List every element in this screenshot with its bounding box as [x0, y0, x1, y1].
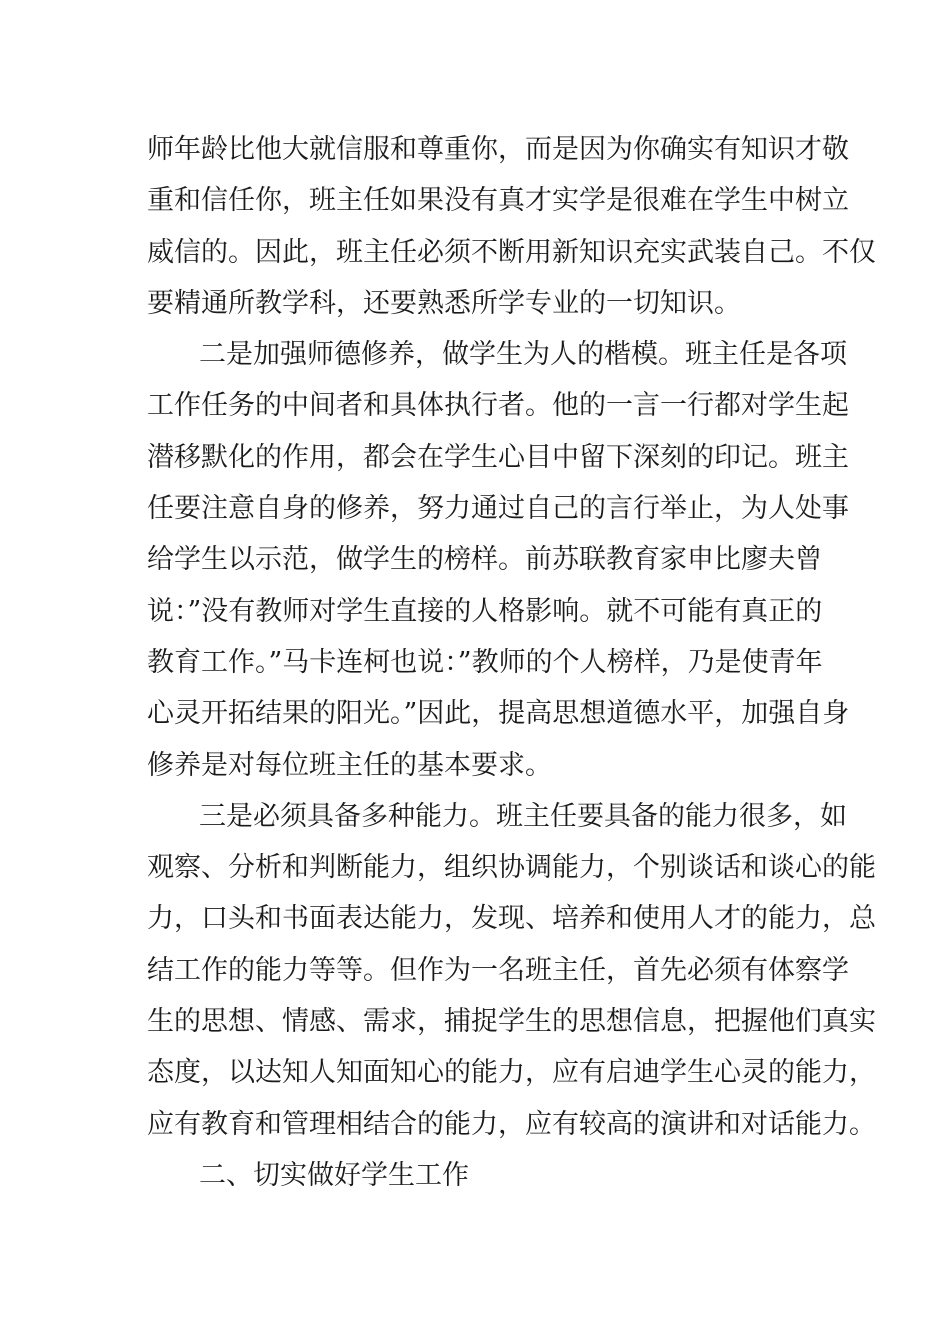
- document-body: [147, 124, 876, 1201]
- text-line: 态度，以达知人知面知心的能力，应有启迪学生心灵的能力，: [147, 1057, 876, 1089]
- paragraph-first-line: 二、切实做好学生工作: [199, 1159, 469, 1191]
- text-line: 任要注意自身的修养，努力通过自己的言行举止，为人处事: [147, 493, 849, 525]
- paragraph-first-line: 三是必须具备多种能力。班主任要具备的能力很多，如: [199, 800, 847, 832]
- text-line: 心灵开拓结果的阳光。”因此，提高思想道德水平，加强自身: [147, 698, 850, 730]
- text-line: 师年龄比他大就信服和尊重你，而是因为你确实有知识才敬: [147, 134, 849, 165]
- text-line: 力，口头和书面表达能力，发现、培养和使用人才的能力，总: [147, 903, 876, 935]
- text-line: 给学生以示范，做学生的榜样。前苏联教育家申比廖夫曾: [147, 544, 822, 576]
- text-line: 重和信任你，班主任如果没有真才实学是很难在学生中树立: [147, 185, 849, 217]
- text-line: 说：”没有教师对学生直接的人格影响。就不可能有真正的: [147, 595, 823, 627]
- text-line: 生的思想、情感、需求，捕捉学生的思想信息，把握他们真实: [147, 1006, 876, 1038]
- text-line: 结工作的能力等等。但作为一名班主任，首先必须有体察学: [147, 954, 849, 986]
- text-line: 教育工作。”马卡连柯也说：”教师的个人榜样，乃是使青年: [147, 646, 823, 678]
- text-line: 威信的。因此，班主任必须不断用新知识充实武装自己。不仅: [147, 236, 876, 268]
- paragraph-first-line: 二是加强师德修养，做学生为人的楷模。班主任是各项: [199, 339, 847, 371]
- text-line: 潜移默化的作用，都会在学生心目中留下深刻的印记。班主: [147, 441, 849, 473]
- text-line: 修养是对每位班主任的基本要求。: [147, 749, 552, 781]
- text-line: 要精通所教学科，还要熟悉所学专业的一切知识。: [147, 287, 741, 319]
- text-line: 观察、分析和判断能力，组织协调能力，个别谈话和谈心的能: [147, 852, 876, 884]
- text-line: 应有教育和管理相结合的能力，应有较高的演讲和对话能力。: [147, 1108, 876, 1140]
- text-line: 工作任务的中间者和具体执行者。他的一言一行都对学生起: [147, 390, 849, 422]
